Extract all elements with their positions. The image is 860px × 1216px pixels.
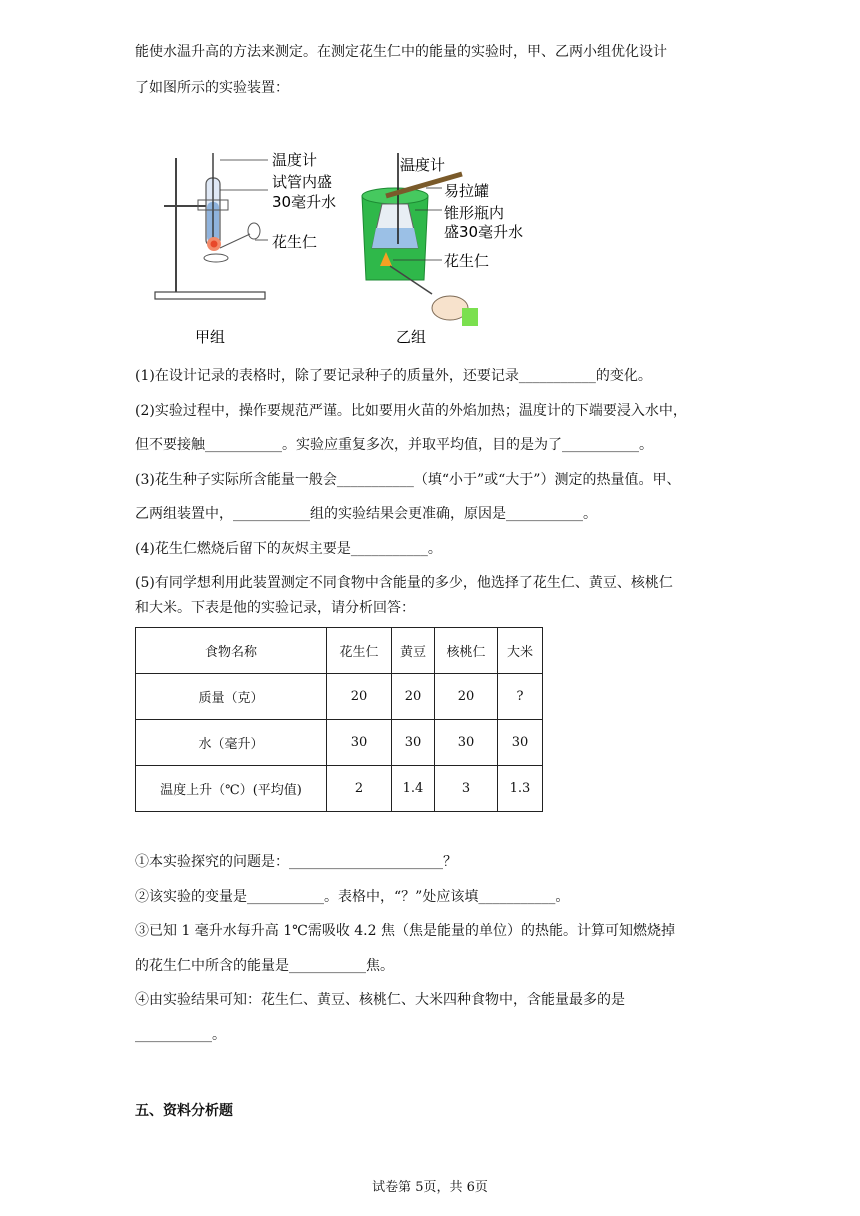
experiment-figure xyxy=(150,148,524,348)
jia-label-peanut: 花生仁 xyxy=(272,233,318,251)
subquestion-4-line-2: ___________。 xyxy=(135,1027,226,1043)
jia-apparatus xyxy=(155,153,268,299)
table-cell: 1.4 xyxy=(392,766,435,812)
table-cell: 水（毫升） xyxy=(136,720,327,766)
page-footer: 试卷第 5页，共 6页 xyxy=(372,1180,488,1195)
yi-label-thermometer: 温度计 xyxy=(400,156,446,174)
question-2-line-2: 但不要接触___________。实验应重复多次，并取平均值，目的是为了___________。 xyxy=(135,437,653,453)
question-2-line-1: (2)实验过程中，操作要规范严谨。比如要用火苗的外焰加热；温度计的下端要浸入水中， xyxy=(135,403,687,419)
table-header-cell: 食物名称 xyxy=(136,628,327,674)
question-3-line-2: 乙两组装置中，___________组的实验结果会更准确，原因是___________。 xyxy=(135,506,597,522)
table-row xyxy=(136,766,543,812)
table-cell: 2 xyxy=(327,766,392,812)
table-header-cell: 核桃仁 xyxy=(435,628,498,674)
question-1: (1)在设计记录的表格时，除了要记录种子的质量外，还要记录___________的变化。 xyxy=(135,368,652,384)
table-cell: 3 xyxy=(435,766,498,812)
subquestion-3-line-2: 的花生仁中所含的能量是___________焦。 xyxy=(135,958,394,974)
table-row xyxy=(136,674,543,720)
table-cell: 30 xyxy=(327,720,392,766)
question-5-line-2: 和大米。下表是他的实验记录，请分析回答： xyxy=(135,600,415,616)
table-cell: 1.3 xyxy=(498,766,543,812)
table-cell: 温度上升（℃）(平均值) xyxy=(136,766,327,812)
experiment-table xyxy=(135,627,543,812)
table-cell: ? xyxy=(498,674,543,720)
jia-caption: 甲组 xyxy=(195,328,226,346)
table-header-cell: 黄豆 xyxy=(392,628,435,674)
subquestion-3-line-1: ③已知 1 毫升水每升高 1℃需吸收 4.2 焦（焦是能量的单位）的热能。计算可知燃烧掉 xyxy=(135,923,675,939)
section-heading: 五、资料分析题 xyxy=(135,1103,233,1119)
subquestion-2: ②该实验的变量是___________。表格中，“？”处应该填___________。 xyxy=(135,889,570,905)
yi-caption: 乙组 xyxy=(396,328,427,346)
question-5-line-1: (5)有同学想利用此装置测定不同食物中含能量的多少，他选择了花生仁、黄豆、核桃仁 xyxy=(135,575,673,591)
table-cell: 30 xyxy=(392,720,435,766)
table-cell: 30 xyxy=(435,720,498,766)
table-cell: 质量（克） xyxy=(136,674,327,720)
table-header-row xyxy=(136,628,543,674)
table-cell: 20 xyxy=(392,674,435,720)
intro-line-1: 能使水温升高的方法来测定。在测定花生仁中的能量的实验时，甲、乙两小组优化设计 xyxy=(135,44,667,60)
table-header-cell: 花生仁 xyxy=(327,628,392,674)
table-row xyxy=(136,720,543,766)
table-header-cell: 大米 xyxy=(498,628,543,674)
yi-label-can: 易拉罐 xyxy=(444,182,490,200)
question-4: (4)花生仁燃烧后留下的灰烬主要是___________。 xyxy=(135,541,442,557)
yi-label-peanut: 花生仁 xyxy=(444,252,490,270)
apparatus-diagram xyxy=(150,148,524,348)
jia-label-thermometer: 温度计 xyxy=(272,151,318,169)
table-cell: 20 xyxy=(327,674,392,720)
table-cell: 30 xyxy=(498,720,543,766)
yi-label-water: 盛30毫升水 xyxy=(444,223,524,241)
question-3-line-1: (3)花生种子实际所含能量一般会___________（填“小于”或“大于”）测定的热量值。甲、 xyxy=(135,472,681,488)
intro-line-2: 了如图所示的实验装置： xyxy=(135,80,289,96)
subquestion-4-line-1: ④由实验结果可知：花生仁、黄豆、核桃仁、大米四种食物中，含能量最多的是 xyxy=(135,992,625,1008)
table-cell: 20 xyxy=(435,674,498,720)
subquestion-1: ①本实验探究的问题是：______________________？ xyxy=(135,854,457,870)
yi-label-flask: 锥形瓶内 xyxy=(444,204,505,222)
jia-label-water: 30毫升水 xyxy=(272,193,337,211)
jia-label-tube: 试管内盛 xyxy=(272,173,333,191)
